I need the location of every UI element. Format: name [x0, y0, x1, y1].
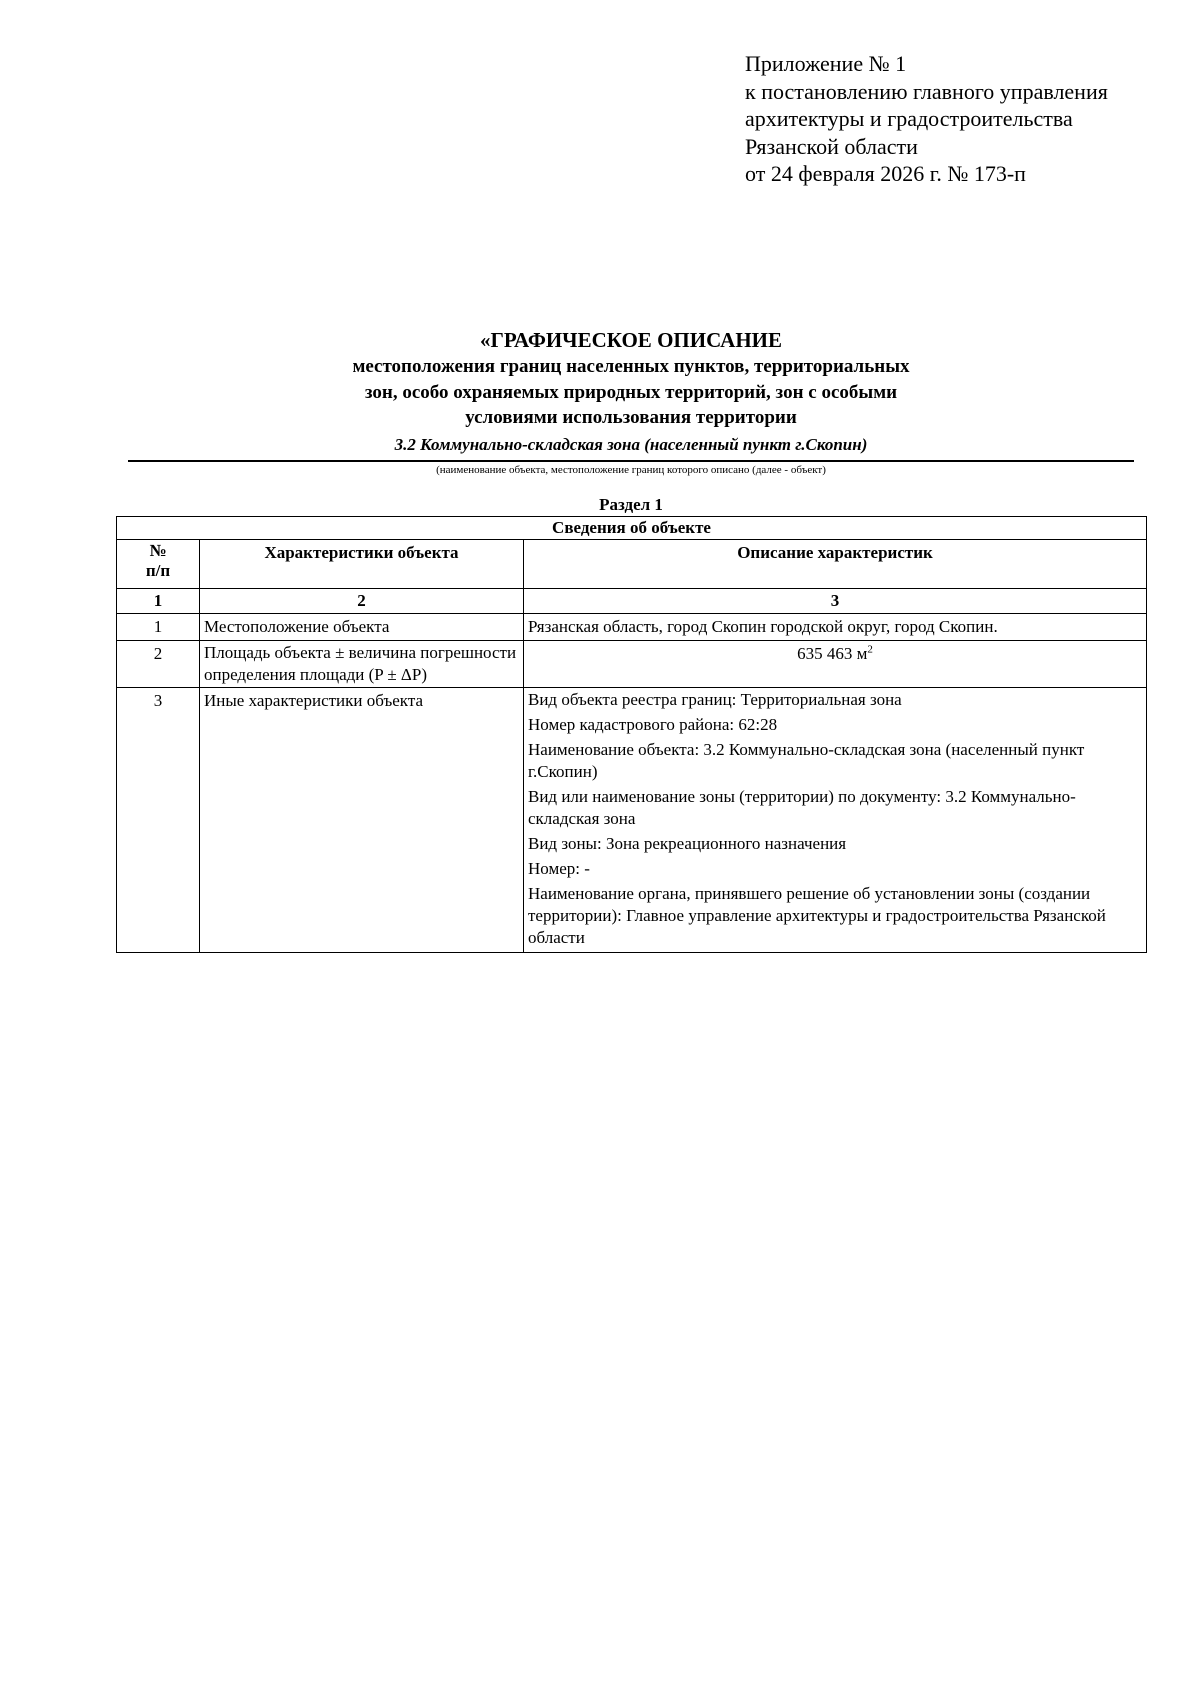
row-description: Рязанская область, город Скопин городской округ, город Скопин.	[524, 614, 1147, 641]
row-area-value	[524, 641, 1147, 688]
description-line: Номер кадастрового района: 62:28	[528, 715, 778, 734]
column-number: 1	[117, 589, 200, 614]
appendix-date-line: от 24 февраля 2026 г. № 173-п	[745, 161, 1026, 186]
header-number-line2: п/п	[145, 561, 171, 580]
table-row	[117, 688, 1147, 953]
row-number: 2	[117, 641, 200, 688]
description-line: Вид зоны: Зона рекреационного назначения	[528, 834, 847, 853]
row-characteristic: Площадь объекта ± величина погрешности определения площади (P ± ΔP)	[200, 641, 524, 688]
table-row	[117, 614, 1147, 641]
description-line: Вид объекта реестра границ: Территориальная зона	[528, 690, 902, 709]
document-title	[128, 326, 1134, 431]
object-caption: (наименование объекта, местоположение границ которого описано (далее - объект)	[436, 464, 826, 476]
row-number: 1	[117, 614, 200, 641]
header-description: Описание характеристик	[524, 540, 1147, 589]
column-number: 3	[524, 589, 1147, 614]
header-number-line1: №	[149, 541, 167, 560]
object-name-underline	[128, 460, 1134, 462]
description-line: Наименование органа, принявшего решение об установлении зоны (создании территории): Главное управление архитектуры и градостроительства Рязанской области	[528, 884, 1106, 947]
appendix-line: Приложение № 1	[745, 51, 907, 76]
appendix-line: к постановлению главного управления	[745, 78, 1108, 104]
row-number: 3	[117, 688, 200, 953]
appendix-line: Рязанской области	[745, 133, 918, 159]
table-row	[117, 641, 1147, 688]
header-characteristics: Характеристики объекта	[200, 540, 524, 589]
title-main: «ГРАФИЧЕСКОЕ ОПИСАНИЕ	[479, 328, 783, 352]
title-subline: зон, особо охраняемых природных территорий, зон с особыми	[364, 381, 898, 403]
title-subline: условиями использования территории	[465, 407, 797, 428]
table-header-row	[117, 540, 1147, 589]
description-line: Вид или наименование зоны (территории) по документу: 3.2 Коммунально-складская зона	[528, 787, 1076, 828]
object-name: 3.2 Коммунально-складская зона (населенный пункт г.Скопин)	[394, 435, 868, 454]
area-value: 635 463 м	[797, 644, 868, 663]
appendix-line: архитектуры и градостроительства	[745, 106, 1073, 131]
title-subline: местоположения границ населенных пунктов, территориальных	[352, 356, 910, 377]
area-unit-superscript: 2	[867, 643, 873, 656]
appendix-header	[745, 50, 1108, 188]
row-description	[524, 688, 1147, 953]
section-title: Раздел 1	[599, 495, 663, 514]
table-title-row	[117, 517, 1147, 540]
table-title: Сведения об объекте	[117, 517, 1147, 540]
column-number: 2	[200, 589, 524, 614]
object-info-table	[116, 516, 1147, 953]
row-characteristic: Иные характеристики объекта	[200, 688, 524, 953]
header-number	[117, 540, 200, 589]
row-characteristic: Местоположение объекта	[200, 614, 524, 641]
description-line: Номер: -	[528, 859, 590, 878]
column-number-row	[117, 589, 1147, 614]
description-line: Наименование объекта: 3.2 Коммунально-складская зона (населенный пункт г.Скопин)	[528, 740, 1085, 781]
